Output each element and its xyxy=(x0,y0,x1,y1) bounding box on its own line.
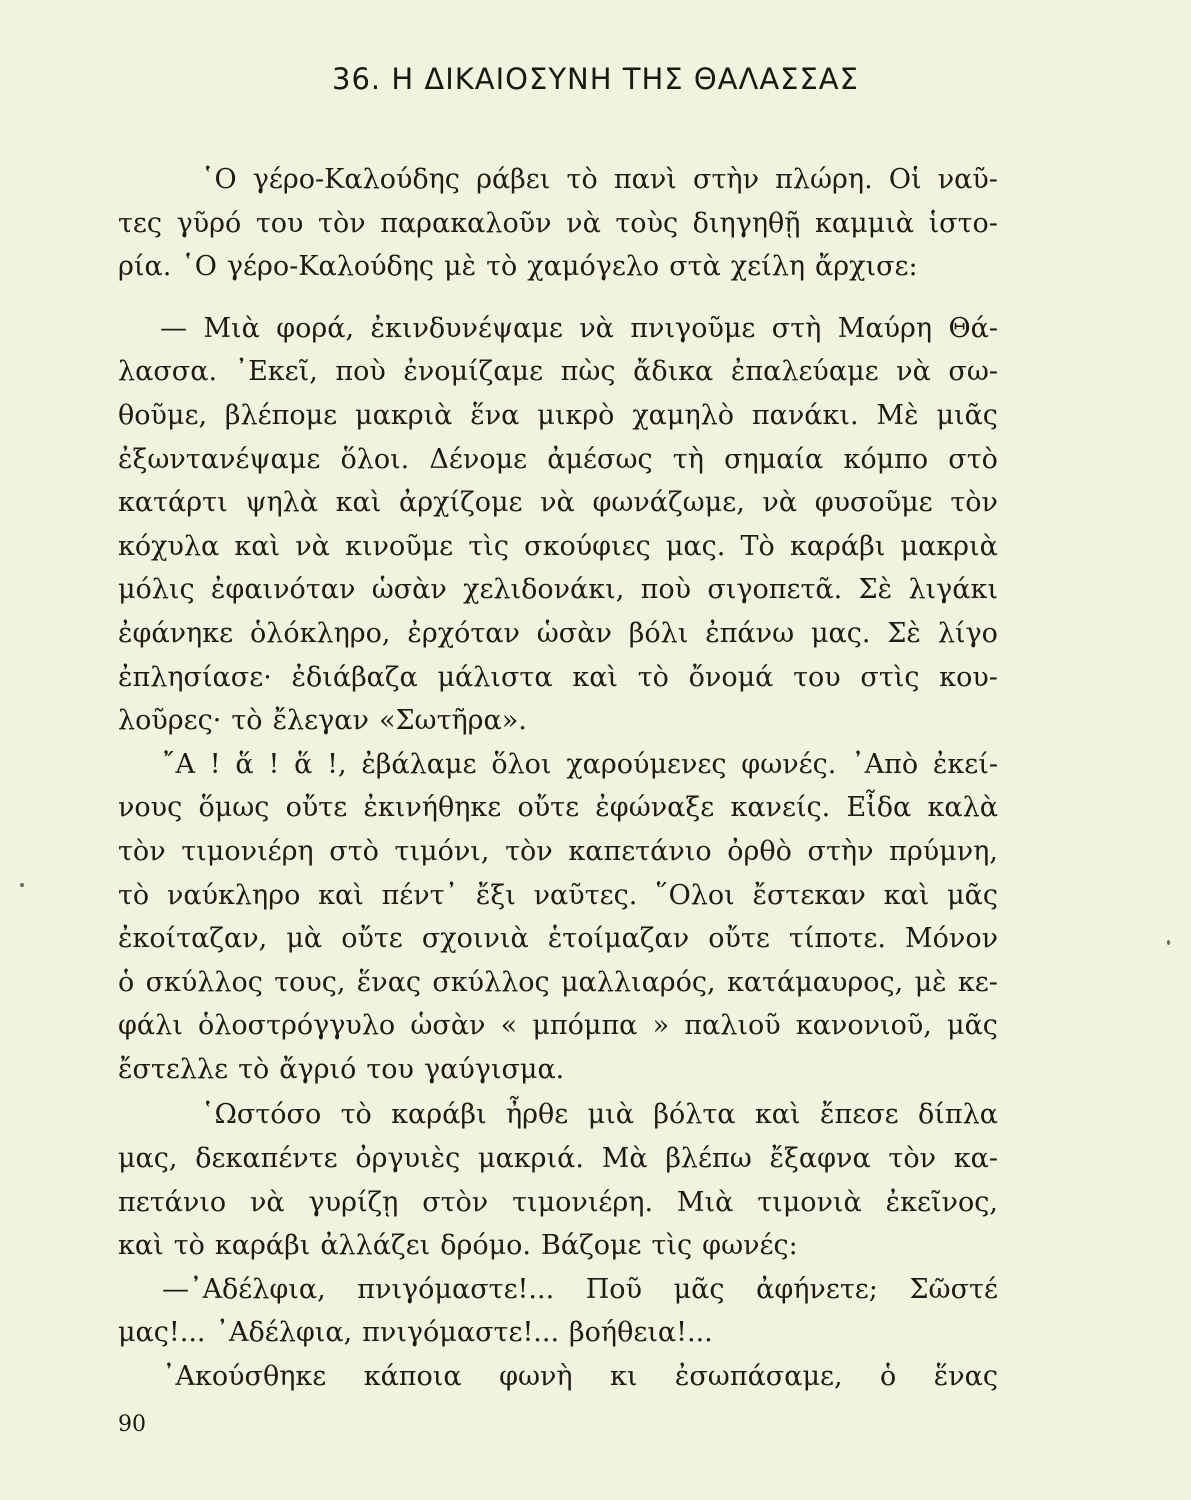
word: παρακαλοῦν xyxy=(380,207,552,239)
body-text xyxy=(118,158,998,1399)
word: ὀργυιὲς xyxy=(355,1143,461,1175)
word: φυσοῦμε xyxy=(814,487,933,519)
word: καὶ xyxy=(883,879,930,911)
word: ναῦ- xyxy=(937,164,998,195)
word: Δένομε xyxy=(429,443,528,475)
word: τιμόνι, xyxy=(394,835,490,867)
word: μιὰ xyxy=(587,1099,634,1131)
word: βόλτα xyxy=(653,1099,736,1131)
word: σκύλλος xyxy=(432,966,550,998)
word: πανάκι. xyxy=(751,399,859,431)
word: λιγάκι xyxy=(908,574,998,606)
word: μακριὰ xyxy=(355,399,453,431)
word: ποὺ xyxy=(640,574,692,606)
word: ἐβάλαμε xyxy=(361,748,477,780)
word: χαμηλὸ xyxy=(632,399,734,431)
word: ὁ xyxy=(118,966,135,998)
word: δρόμο. xyxy=(440,1230,532,1262)
text-line xyxy=(118,786,998,830)
word: χαμόγελο xyxy=(527,251,660,283)
word: ὅμως xyxy=(198,792,270,824)
word: ἐρχόταν xyxy=(407,617,520,649)
word: Μαύρη xyxy=(837,312,933,344)
word: σκύλλος xyxy=(145,966,263,998)
word: νὰ xyxy=(896,356,931,388)
word: σκούφιες xyxy=(524,530,651,562)
word: —᾿Αδέλφια, xyxy=(162,1273,326,1305)
word: ὀρθὸ xyxy=(727,835,792,867)
word: τὸ xyxy=(118,879,150,911)
word: τίποτε. xyxy=(788,923,886,955)
word: ᾿Ακούσθηκε xyxy=(162,1361,327,1393)
word: τὸν xyxy=(888,1143,937,1175)
word: μας, xyxy=(118,1143,178,1175)
word: λίγο xyxy=(937,617,998,649)
word: μικρὸ xyxy=(537,399,615,431)
word: Σὲ xyxy=(887,617,921,649)
word: Μόνον xyxy=(905,923,998,955)
word: πνιγόμαστε!... xyxy=(357,1273,555,1305)
word: τιμονιέρη. xyxy=(512,1186,654,1218)
word: νους xyxy=(118,792,183,824)
word: μακριὰ xyxy=(900,530,998,562)
text-line xyxy=(118,1004,998,1048)
word: γῦρό xyxy=(176,207,242,239)
word: ἐδιάβαζα xyxy=(291,661,418,693)
word: ἐφαινόταν xyxy=(210,574,356,606)
word: πετάνιο xyxy=(118,1186,227,1218)
word: Θά- xyxy=(948,312,998,344)
word: καλὰ xyxy=(927,792,998,824)
word: κανονιοῦ, xyxy=(795,1010,932,1042)
word: ὅλοι. xyxy=(340,443,410,475)
word: πέντ᾿ xyxy=(381,879,459,911)
word: Μὰ xyxy=(601,1143,648,1175)
word: λασσα. xyxy=(118,356,218,388)
word: τιμονιέρη xyxy=(181,835,314,867)
word: κανείς. xyxy=(730,792,831,824)
text-line xyxy=(118,656,998,700)
word: ᾿Απὸ xyxy=(851,748,919,780)
text-line xyxy=(118,1224,998,1268)
word: καὶ xyxy=(572,661,619,693)
word: σημαία xyxy=(724,443,824,475)
word: οὔτε xyxy=(517,792,580,824)
word: Εἶδα xyxy=(846,792,912,824)
word: λοῦρες· xyxy=(118,705,222,737)
word: βοήθεια!... xyxy=(569,1317,713,1349)
word: κα- xyxy=(953,1143,998,1175)
word: μιᾶς xyxy=(936,399,998,431)
word: μας!... xyxy=(118,1317,206,1349)
word: θοῦμε, xyxy=(118,399,208,431)
word: του xyxy=(793,661,841,693)
word: ναύκληρο xyxy=(166,879,301,911)
page-header: 36. Η ΔΙΚΑΙΟΣΥΝΗ ΤΗΣ ΘΑΛΑΣΣΑΣ xyxy=(332,62,859,96)
word: ῞Ολοι xyxy=(655,879,735,911)
text-line xyxy=(118,743,998,787)
word: κόμπο xyxy=(843,443,929,475)
word: ὅλοι xyxy=(491,748,552,780)
word: ὁλοστρόγγυλο xyxy=(198,1010,396,1042)
word: ἐκεί- xyxy=(932,748,998,780)
word: καμμιὰ xyxy=(815,207,915,239)
word: κι xyxy=(610,1361,638,1393)
word: σω- xyxy=(948,356,998,388)
word: στὸν xyxy=(422,1186,489,1218)
word: μᾶς xyxy=(673,1273,725,1305)
word: τὶς xyxy=(651,1230,693,1262)
word: τὸ xyxy=(637,661,669,693)
word: ἅ xyxy=(235,748,254,780)
word: κε- xyxy=(957,966,998,998)
word: « xyxy=(500,1010,518,1042)
word: γαύγισμα. xyxy=(423,1053,565,1085)
word: ἔπεσε xyxy=(819,1099,899,1131)
word: χείλη xyxy=(730,251,806,283)
text-line xyxy=(118,525,998,569)
word: κινοῦμε xyxy=(345,530,454,562)
word: σχοινιὰ xyxy=(421,923,529,955)
word: νὰ xyxy=(250,1186,285,1218)
word: δεκαπέντε xyxy=(195,1143,338,1175)
word: κάποια xyxy=(363,1361,462,1393)
text-line xyxy=(118,438,998,482)
text-line xyxy=(118,830,998,874)
word: στὸ xyxy=(329,835,379,867)
word: καὶ xyxy=(318,879,364,911)
word: ῾Ο xyxy=(201,164,237,195)
word: ναῦτες. xyxy=(533,879,638,911)
word: φορά, xyxy=(276,312,355,344)
word: ἐφάνηκε xyxy=(118,617,234,649)
word: τὸν xyxy=(118,835,166,867)
word: τὸ xyxy=(566,164,598,195)
word: ὡσὰν xyxy=(410,1010,486,1042)
word: στὴν xyxy=(807,835,874,867)
word: καράβι xyxy=(789,530,886,562)
word: ἐπάνω xyxy=(705,617,795,649)
word: βλέπομε xyxy=(224,399,338,431)
text-line xyxy=(118,612,998,656)
word: κατάμαυρος, xyxy=(726,966,904,998)
text-line xyxy=(118,481,998,525)
word: καὶ xyxy=(118,1230,164,1262)
word: νὰ xyxy=(566,207,601,239)
word: μαλλιαρός, xyxy=(560,966,716,998)
text-line xyxy=(118,874,998,918)
word: στὰ xyxy=(669,251,721,283)
word: καὶ xyxy=(234,530,281,562)
word: ! xyxy=(268,748,280,780)
word: πανὶ xyxy=(613,164,677,195)
text-line xyxy=(118,917,998,961)
text-line xyxy=(118,350,998,394)
word: γυρίζῃ xyxy=(308,1186,399,1218)
word: στὸ xyxy=(948,443,998,475)
text-line xyxy=(118,394,998,438)
word: νὰ xyxy=(295,530,330,562)
word: ἄδικα xyxy=(633,356,714,388)
word: Μιὰ xyxy=(676,1186,734,1218)
text-line xyxy=(118,961,998,1005)
word: μᾶς xyxy=(947,879,998,911)
word: ἐπλησίασε· xyxy=(118,661,272,693)
word: ψηλὰ xyxy=(245,487,319,519)
word: Μὲ xyxy=(876,399,919,431)
word: καὶ xyxy=(754,1099,801,1131)
word: ! xyxy=(209,748,221,780)
word: ῾Ωστόσο xyxy=(201,1099,322,1131)
word: ῾Ο xyxy=(181,251,217,283)
word: τὸ xyxy=(238,1053,270,1085)
word: ἅ xyxy=(294,748,313,780)
word: τοὺς xyxy=(615,207,679,239)
word: ἐσωπάσαμε, xyxy=(674,1361,843,1393)
word: μπόμπα xyxy=(532,1010,638,1042)
word: » xyxy=(652,1010,670,1042)
word: ὡσὰν xyxy=(371,574,447,606)
word: νὰ xyxy=(540,487,575,519)
word: σιγοπετᾶ. xyxy=(707,574,843,606)
word: ἦρθε xyxy=(505,1099,569,1131)
word: «Σωτῆρα». xyxy=(378,705,527,737)
word: γέρο-Καλούδης xyxy=(252,164,460,195)
word: ἐκινδυνέψαμε xyxy=(370,312,563,344)
word: φωνές: xyxy=(702,1230,798,1262)
word: διηγηθῇ xyxy=(692,207,801,239)
word: ἐκοίταζαν, xyxy=(118,923,268,955)
word: τους, xyxy=(274,966,346,998)
word: Ποῦ xyxy=(585,1273,642,1305)
word: δίπλα xyxy=(918,1099,998,1131)
paper-speck xyxy=(1167,940,1170,945)
word: μὲ xyxy=(914,966,947,998)
word: ᾿Εκεῖ, xyxy=(234,356,318,388)
text-line xyxy=(118,202,998,246)
word: ἑτοίμαζαν xyxy=(547,923,690,955)
word: χελιδονάκι, xyxy=(463,574,625,606)
page-number: 90 xyxy=(118,1412,146,1437)
word: μὰ xyxy=(286,923,323,955)
word: ἐκεῖνος, xyxy=(885,1186,998,1218)
word: τιμονιὰ xyxy=(757,1186,862,1218)
word: ἐκινήθηκε xyxy=(363,792,502,824)
word: Οἱ xyxy=(888,164,922,195)
word: !, xyxy=(327,748,347,780)
word: γέρο-Καλούδης xyxy=(226,251,435,283)
word: ἔξαφνα xyxy=(769,1143,871,1175)
word: ῎Α xyxy=(162,748,195,780)
word: παλιοῦ xyxy=(684,1010,781,1042)
word: ἀλλάζει xyxy=(320,1230,431,1262)
word: κόχυλα xyxy=(118,530,220,562)
word: κου- xyxy=(939,661,998,693)
text-line xyxy=(118,158,998,202)
word: πὼς xyxy=(560,356,616,388)
word: τὸ xyxy=(340,1099,372,1131)
word: οὔτε xyxy=(285,792,348,824)
word: — xyxy=(160,312,187,344)
word: οὔτε xyxy=(341,923,403,955)
word: του xyxy=(255,207,304,239)
word: μας. xyxy=(810,617,871,649)
word: Τὸ xyxy=(740,530,775,562)
text-line xyxy=(118,568,998,612)
word: ᾿Αδέλφια, xyxy=(215,1317,353,1349)
word: Σὲ xyxy=(858,574,893,606)
text-line xyxy=(118,1093,998,1137)
word: ἔξι xyxy=(475,879,516,911)
word: στὶς xyxy=(860,661,920,693)
word: ἕνας xyxy=(933,1361,998,1393)
word: φωνάζωμε, xyxy=(592,487,745,519)
word: βόλι xyxy=(628,617,689,649)
word: στὴ xyxy=(771,312,822,344)
word: μᾶς xyxy=(947,1010,998,1042)
word: ἱστο- xyxy=(928,207,998,239)
word: Μιὰ xyxy=(203,312,260,344)
word: κατάρτι xyxy=(118,487,228,519)
word: νὰ xyxy=(579,312,614,344)
word: ἐφώναξε xyxy=(595,792,715,824)
text-line xyxy=(118,1137,998,1181)
word: ἐπαλεύαμε xyxy=(730,356,879,388)
text-line xyxy=(118,1268,998,1312)
word: ἄρχισε: xyxy=(815,251,918,283)
word: τὸ xyxy=(486,251,518,283)
word: τὴ xyxy=(672,443,704,475)
word: ἀμέσως xyxy=(547,443,653,475)
text-line xyxy=(118,245,998,289)
word: μακριά. xyxy=(478,1143,584,1175)
word: καράβι xyxy=(214,1230,311,1262)
word: πλώρη. xyxy=(775,164,873,195)
word: μάλιστα xyxy=(437,661,553,693)
word: ἐνομίζαμε xyxy=(403,356,544,388)
word: ρία. xyxy=(118,251,172,283)
word: ἕνα xyxy=(470,399,520,431)
text-line xyxy=(118,699,998,743)
word: ὁλόκληρο, xyxy=(249,617,391,649)
word: Βάζομε xyxy=(541,1230,642,1262)
word: τὸν xyxy=(950,487,998,519)
word: στὴν xyxy=(693,164,759,195)
word: βλέπω xyxy=(665,1143,752,1175)
word: μόλις xyxy=(118,574,195,606)
word: μας. xyxy=(665,530,726,562)
word: φωνές. xyxy=(741,748,837,780)
text-line xyxy=(118,307,998,351)
word: πρύμνη, xyxy=(889,835,998,867)
word: ὡσὰν xyxy=(536,617,612,649)
word: χαρούμενες xyxy=(566,748,727,780)
word: καράβι xyxy=(391,1099,487,1131)
word: Σῶστέ xyxy=(909,1273,998,1305)
word: ποὺ xyxy=(335,356,386,388)
text-line xyxy=(118,1048,998,1092)
word: τὸ xyxy=(231,705,263,737)
word: ἔλεγαν xyxy=(272,705,369,737)
word: του xyxy=(366,1053,414,1085)
word: ὁ xyxy=(880,1361,897,1393)
word: νὰ xyxy=(762,487,798,519)
word: πνιγοῦμε xyxy=(630,312,756,344)
paper-speck xyxy=(20,883,24,887)
word: ἐξωντανέψαμε xyxy=(118,443,321,475)
word: ἀφήνετε; xyxy=(756,1273,878,1305)
word: τὶς xyxy=(468,530,509,562)
word: τες xyxy=(118,207,163,239)
word: τὸ xyxy=(173,1230,205,1262)
word: μὲ xyxy=(444,251,477,283)
word: τὸν xyxy=(318,207,366,239)
word: πνιγόμαστε!... xyxy=(362,1317,560,1349)
word: ράβει xyxy=(476,164,551,195)
word: καπετάνιο xyxy=(568,835,712,867)
text-line xyxy=(118,1181,998,1225)
word: ἕνας xyxy=(356,966,422,998)
word: οὔτε xyxy=(708,923,770,955)
word: καὶ xyxy=(335,487,382,519)
text-line xyxy=(118,1311,998,1355)
word: ἄγριό xyxy=(279,1053,357,1085)
word: φωνὴ xyxy=(499,1361,573,1393)
word: ἔστελλε xyxy=(118,1053,229,1085)
word: ὄνομά xyxy=(688,661,774,693)
word: ἔστεκαν xyxy=(752,879,866,911)
word: φάλι xyxy=(118,1010,183,1042)
word: τὸν xyxy=(505,835,553,867)
text-line xyxy=(118,1355,998,1399)
word: ἀρχίζομε xyxy=(399,487,523,519)
